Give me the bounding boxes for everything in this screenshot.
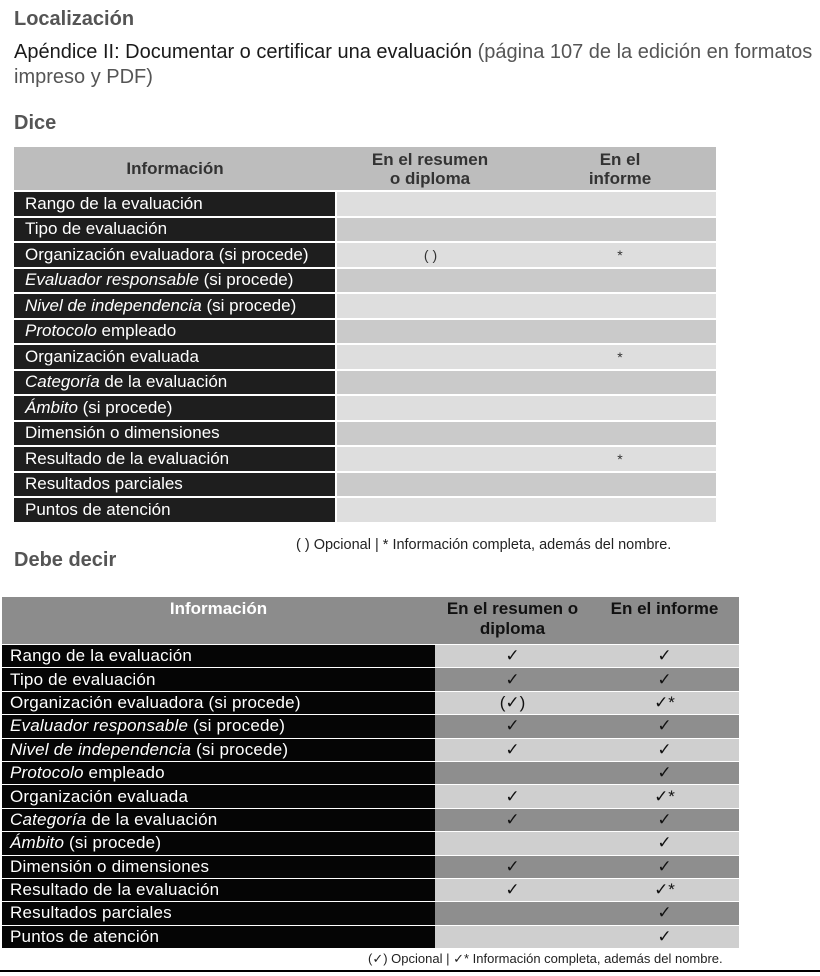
cell-resumen: ✓ xyxy=(435,715,590,738)
table-row xyxy=(14,497,716,523)
row-label-text: empleado xyxy=(83,763,165,783)
row-label-emphasis: Ámbito xyxy=(25,397,78,417)
row-label-text: Dimensión o dimensiones xyxy=(10,856,210,876)
table-row xyxy=(2,925,739,948)
cell-resumen: ✓ xyxy=(435,738,590,761)
table-row xyxy=(2,668,739,691)
cell-resumen xyxy=(336,395,524,421)
row-label-text: Puntos de atención xyxy=(25,499,171,519)
row-label xyxy=(2,645,435,668)
row-label xyxy=(2,855,435,878)
cell-informe: ✓* xyxy=(590,691,739,714)
row-label xyxy=(14,344,336,370)
row-label-emphasis: Evaluador responsable xyxy=(25,270,199,290)
cell-resumen: ✓ xyxy=(435,855,590,878)
table-row xyxy=(14,472,716,498)
table-row xyxy=(2,738,739,761)
header-informe: En el informe xyxy=(590,597,739,645)
row-label xyxy=(14,191,336,217)
table-row xyxy=(14,217,716,243)
row-label xyxy=(2,785,435,808)
cell-informe xyxy=(524,472,716,498)
header-informe: En el informe xyxy=(524,147,716,191)
cell-informe: * xyxy=(524,242,716,268)
row-label xyxy=(2,808,435,831)
table-row xyxy=(2,808,739,831)
cell-resumen: ✓ xyxy=(435,785,590,808)
row-label-text: Tipo de evaluación xyxy=(10,669,156,689)
row-label-text: Dimensión o dimensiones xyxy=(25,423,220,443)
row-label-text: Resultado de la evaluación xyxy=(25,448,230,468)
row-label xyxy=(2,878,435,901)
table-row xyxy=(14,344,716,370)
header-informacion: Información xyxy=(14,147,336,191)
cell-informe xyxy=(524,319,716,345)
cell-resumen xyxy=(336,293,524,319)
row-label xyxy=(2,925,435,948)
table-row xyxy=(2,785,739,808)
row-label xyxy=(2,691,435,714)
cell-resumen: ( ) xyxy=(336,242,524,268)
debe-footnote: (✓) Opcional | ✓* Información completa, además del nombre. xyxy=(368,951,723,966)
cell-resumen xyxy=(336,217,524,243)
cell-resumen xyxy=(336,268,524,294)
row-label-text: Rango de la evaluación xyxy=(10,646,193,666)
cell-informe xyxy=(524,268,716,294)
dice-footnote: ( ) Opcional | * Información completa, además del nombre. xyxy=(296,537,672,553)
table-row xyxy=(14,395,716,421)
subtitle-main: Apéndice II: Documentar o certificar una evaluación xyxy=(14,41,473,63)
row-label-text: de la evaluación xyxy=(86,809,218,829)
table-row xyxy=(14,421,716,447)
cell-resumen xyxy=(336,370,524,396)
row-label xyxy=(14,421,336,447)
cell-resumen xyxy=(435,832,590,855)
page-heading: Localización xyxy=(14,8,135,30)
table-row xyxy=(2,855,739,878)
cell-resumen xyxy=(435,761,590,784)
table-row xyxy=(2,761,739,784)
row-label xyxy=(2,738,435,761)
cell-informe xyxy=(524,395,716,421)
cell-resumen xyxy=(336,319,524,345)
row-label-text: (si procede) xyxy=(77,397,173,417)
cell-informe xyxy=(524,421,716,447)
row-label xyxy=(2,668,435,691)
cell-resumen xyxy=(336,191,524,217)
cell-resumen xyxy=(336,472,524,498)
table-row xyxy=(14,293,716,319)
row-label-text: Rango de la evaluación xyxy=(25,193,203,213)
table-row xyxy=(2,645,739,668)
header-informacion: Información xyxy=(2,597,435,645)
table-row xyxy=(2,715,739,738)
row-label xyxy=(2,902,435,925)
row-label-text: de la evaluación xyxy=(99,372,228,392)
row-label xyxy=(2,715,435,738)
cell-informe: * xyxy=(524,344,716,370)
table-header-row xyxy=(2,597,739,645)
row-label-emphasis: Protocolo xyxy=(25,321,97,341)
table-header-row xyxy=(14,147,716,191)
row-label xyxy=(14,446,336,472)
row-label-emphasis: Evaluador responsable xyxy=(10,716,189,736)
cell-informe: ✓ xyxy=(590,855,739,878)
cell-resumen xyxy=(336,497,524,523)
row-label-text: Organización evaluada xyxy=(25,346,199,366)
table-row xyxy=(2,691,739,714)
row-label xyxy=(14,472,336,498)
cell-informe: ✓ xyxy=(590,715,739,738)
cell-resumen: ✓ xyxy=(435,668,590,691)
row-label-text: (si procede) xyxy=(201,295,297,315)
row-label xyxy=(14,217,336,243)
row-label-text: Organización evaluada xyxy=(10,786,189,806)
row-label-emphasis: Nivel de independencia xyxy=(25,295,202,315)
row-label-text: Puntos de atención xyxy=(10,926,160,946)
row-label-emphasis: Nivel de independencia xyxy=(10,739,192,759)
cell-informe: ✓ xyxy=(590,761,739,784)
row-label-emphasis: Ámbito xyxy=(10,833,65,853)
header-resumen: En el resumen o diploma xyxy=(435,597,590,645)
row-label xyxy=(14,293,336,319)
cell-informe: ✓ xyxy=(590,738,739,761)
table-row xyxy=(14,242,716,268)
cell-resumen: ✓ xyxy=(435,878,590,901)
cell-resumen xyxy=(435,925,590,948)
bottom-rule xyxy=(0,970,820,972)
row-label-text: empleado xyxy=(96,321,177,341)
cell-resumen xyxy=(336,446,524,472)
table-row xyxy=(14,319,716,345)
table-row xyxy=(14,191,716,217)
cell-informe xyxy=(524,191,716,217)
cell-resumen xyxy=(336,344,524,370)
cell-resumen xyxy=(435,902,590,925)
section-heading-dice: Dice xyxy=(14,112,57,134)
header-resumen: En el resumen o diploma xyxy=(336,147,524,191)
cell-resumen xyxy=(336,421,524,447)
cell-informe xyxy=(524,497,716,523)
cell-informe: * xyxy=(524,446,716,472)
row-label xyxy=(2,832,435,855)
row-label-text: Resultados parciales xyxy=(10,903,172,923)
table-row xyxy=(14,446,716,472)
row-label xyxy=(2,761,435,784)
row-label xyxy=(14,268,336,294)
row-label-text: (si procede) xyxy=(198,270,294,290)
table-row xyxy=(2,878,739,901)
row-label-text: Resultado de la evaluación xyxy=(10,880,220,900)
cell-resumen: (✓) xyxy=(435,691,590,714)
row-label-text: Resultados parciales xyxy=(25,474,183,494)
row-label xyxy=(14,319,336,345)
cell-informe: ✓ xyxy=(590,808,739,831)
row-label-text: (si procede) xyxy=(191,739,289,759)
dice-table xyxy=(14,147,716,524)
cell-informe xyxy=(524,370,716,396)
row-label-text: Tipo de evaluación xyxy=(25,219,168,239)
table-row xyxy=(2,902,739,925)
subtitle xyxy=(14,40,814,90)
row-label xyxy=(14,395,336,421)
cell-informe: ✓ xyxy=(590,668,739,691)
cell-informe xyxy=(524,217,716,243)
table-row xyxy=(2,832,739,855)
row-label-text: (si procede) xyxy=(64,833,162,853)
subtitle-ref: (página 107 de la edición en formatos impreso y PDF) xyxy=(14,41,813,88)
row-label xyxy=(14,497,336,523)
row-label-emphasis: Categoría xyxy=(10,809,87,829)
section-heading-debe: Debe decir xyxy=(14,549,117,571)
row-label xyxy=(14,370,336,396)
cell-informe xyxy=(524,293,716,319)
row-label-text: Organización evaluadora (si procede) xyxy=(25,244,309,264)
cell-informe: ✓* xyxy=(590,878,739,901)
row-label xyxy=(14,242,336,268)
cell-informe: ✓ xyxy=(590,832,739,855)
cell-informe: ✓ xyxy=(590,925,739,948)
row-label-emphasis: Categoría xyxy=(25,372,100,392)
cell-resumen: ✓ xyxy=(435,808,590,831)
cell-informe: ✓* xyxy=(590,785,739,808)
table-row xyxy=(14,370,716,396)
cell-informe: ✓ xyxy=(590,645,739,668)
row-label-text: Organización evaluadora (si procede) xyxy=(10,692,301,712)
cell-informe: ✓ xyxy=(590,902,739,925)
debe-table xyxy=(2,597,739,948)
table-row xyxy=(14,268,716,294)
cell-resumen: ✓ xyxy=(435,645,590,668)
row-label-text: (si procede) xyxy=(188,716,286,736)
row-label-emphasis: Protocolo xyxy=(10,763,84,783)
